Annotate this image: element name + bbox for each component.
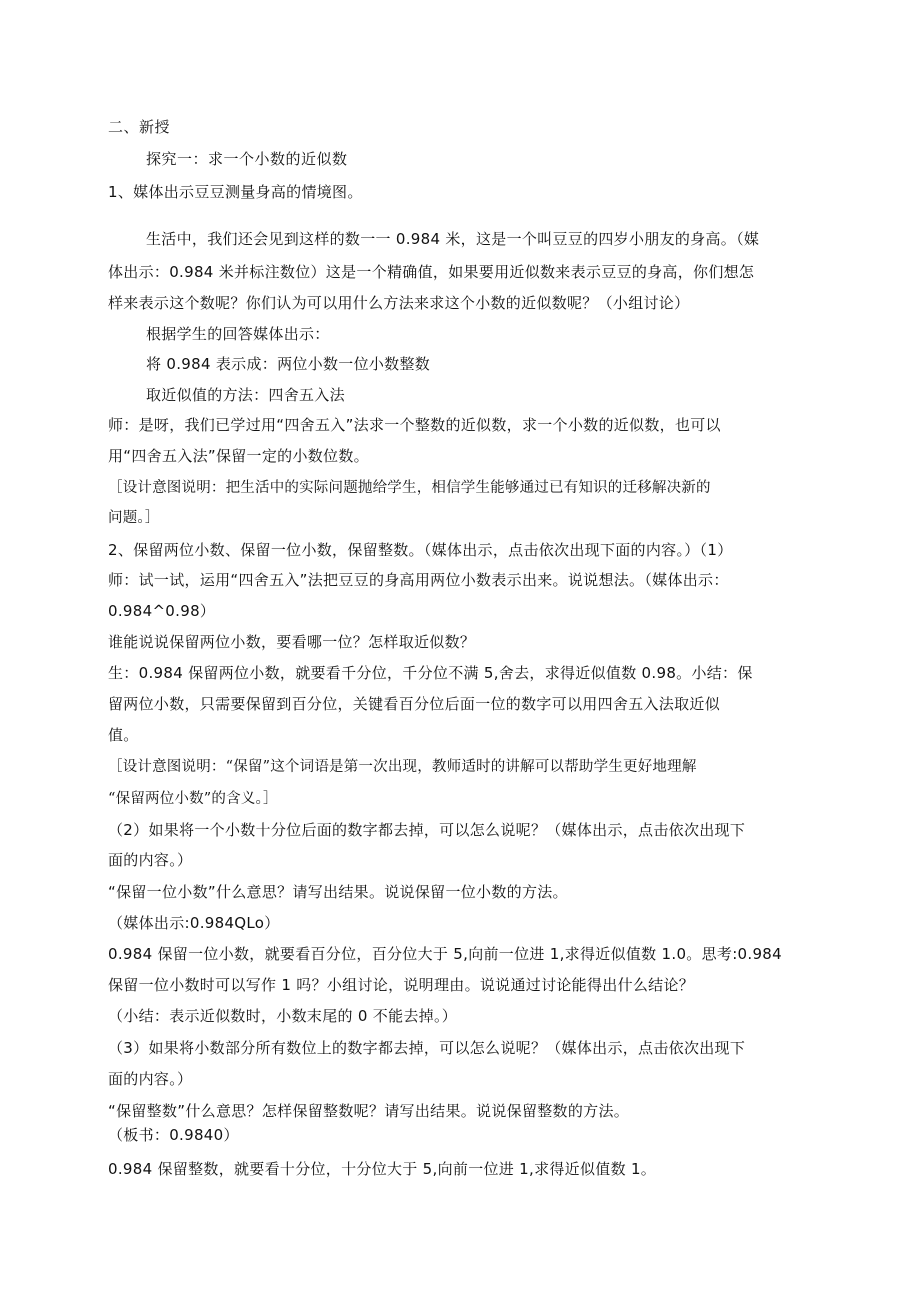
design-note-line: ［设计意图说明：把生活中的实际问题抛给学生，相信学生能够通过已有知识的迁移解决新的 xyxy=(108,480,711,496)
design-note-line: ［设计意图说明：“保留”这个词语是第一次出现，教师适时的讲解可以帮助学生更好地理解 xyxy=(108,759,697,775)
paragraph-line: 根据学生的回答媒体出示： xyxy=(146,325,330,343)
subsection-heading: 探究一：求一个小数的近似数 xyxy=(146,150,348,168)
paragraph-line: （媒体出示:0.984QLo） xyxy=(108,914,280,932)
paragraph-line: 0.984^0.98） xyxy=(108,602,216,620)
paragraph-line: 留两位小数，只需要保留到百分位，关键看百分位后面一位的数字可以用四舍五入法取近似 xyxy=(108,695,721,713)
paragraph-line: 保留一位小数时可以写作 1 吗？小组讨论，说明理由。说说通过讨论能得出什么结论？ xyxy=(108,976,695,994)
paragraph-line: 面的内容。） xyxy=(108,1070,193,1088)
paragraph-line: 1、媒体出示豆豆测量身高的情境图。 xyxy=(108,183,363,201)
paragraph-line: （2）如果将一个小数十分位后面的数字都去掉，可以怎么说呢？（媒体出示，点击依次出现下 xyxy=(108,821,746,839)
paragraph-line: 0.984 保留一位小数，就要看百分位，百分位大于 5,向前一位进 1,求得近似值数 1.0。思考:0.984 xyxy=(108,945,782,963)
paragraph-line: 面的内容。） xyxy=(108,851,193,869)
design-note-line: “保留两位小数”的含义。］ xyxy=(108,791,278,807)
paragraph-line: 将 0.984 表示成：两位小数一位小数整数 xyxy=(146,355,431,373)
paragraph-line: （小结：表示近似数时，小数末尾的 0 不能去掉。） xyxy=(108,1007,458,1025)
paragraph-line: 取近似值的方法：四舍五入法 xyxy=(146,386,345,404)
paragraph-line: （板书：0.9840） xyxy=(108,1126,239,1144)
paragraph-line: 师：试一试，运用“四舍五入”法把豆豆的身高用两位小数表示出来。说说想法。（媒体出示： xyxy=(108,571,729,589)
paragraph-line: 样来表示这个数呢？你们认为可以用什么方法来求这个小数的近似数呢？（小组讨论） xyxy=(108,294,690,312)
paragraph-line: 0.984 保留整数，就要看十分位，十分位大于 5,向前一位进 1,求得近似值数 1。 xyxy=(108,1160,657,1178)
paragraph-line: （3）如果将小数部分所有数位上的数字都去掉，可以怎么说呢？（媒体出示，点击依次出现下 xyxy=(108,1039,746,1057)
paragraph-line: “保留整数”什么意思？怎样保留整数呢？请写出结果。说说保留整数的方法。 xyxy=(108,1102,630,1120)
paragraph-line: 谁能说说保留两位小数，要看哪一位？怎样取近似数？ xyxy=(108,633,476,651)
paragraph-line: 用“四舍五入法”保留一定的小数位数。 xyxy=(108,447,369,465)
paragraph-line: 体出示：0.984 米并标注数位）这是一个精确值，如果要用近似数来表示豆豆的身高，你们想怎 xyxy=(108,263,755,281)
paragraph-line: 生活中，我们还会见到这样的数一一 0.984 米，这是一个叫豆豆的四岁小朋友的身高。（媒 xyxy=(146,230,760,248)
paragraph-line: 2、保留两位小数、保留一位小数，保留整数。（媒体出示，点击依次出现下面的内容。）（1） xyxy=(108,541,733,559)
paragraph-line: “保留一位小数”什么意思？请写出结果。说说保留一位小数的方法。 xyxy=(108,883,568,901)
design-note-line: 问题。］ xyxy=(108,510,160,526)
paragraph-line: 师：是呀，我们已学过用“四舍五入”法求一个整数的近似数，求一个小数的近似数，也可以 xyxy=(108,416,721,434)
paragraph-line: 值。 xyxy=(108,726,139,744)
section-heading: 二、新授 xyxy=(108,118,171,136)
paragraph-line: 生：0.984 保留两位小数，就要看千分位，千分位不满 5,舍去，求得近似值数 0.98。小结：保 xyxy=(108,664,753,682)
